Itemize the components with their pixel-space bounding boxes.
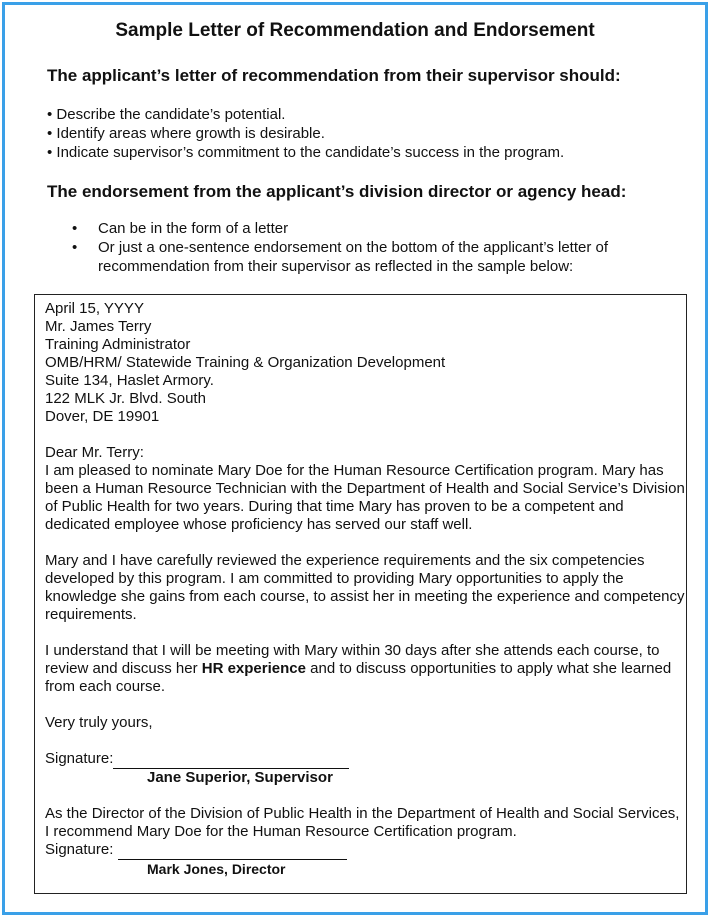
list-item: • Identify areas where growth is desirable. bbox=[47, 125, 325, 142]
signature-underline bbox=[118, 841, 347, 860]
list-item: • Indicate supervisor’s commitment to the candidate’s success in the program. bbox=[47, 144, 565, 161]
supervisor-section-heading: The applicant’s letter of recommendation from their supervisor should: bbox=[47, 66, 621, 85]
address-line: OMB/HRM/ Statewide Training & Organization Development bbox=[45, 354, 446, 371]
address-line: 122 MLK Jr. Blvd. South bbox=[45, 390, 206, 407]
director-signature-line: Signature: bbox=[45, 841, 685, 860]
list-item: • Describe the candidate’s potential. bbox=[47, 106, 286, 123]
hr-experience-emphasis: HR experience bbox=[201, 660, 306, 677]
address-line: Suite 134, Haslet Armory. bbox=[45, 372, 214, 389]
supervisor-requirements-list bbox=[47, 105, 564, 162]
list-item: • Can be in the form of a letter bbox=[72, 220, 289, 237]
endorsement-section-heading: The endorsement from the applicant’s division director or agency head: bbox=[47, 182, 627, 201]
address-line: Dover, DE 19901 bbox=[45, 408, 160, 425]
address-line: Mr. James Terry bbox=[45, 318, 152, 335]
letter-paragraph-2: Mary and I have carefully reviewed the experience requirements and the six competencies developed by this program. I am committed to providing Mary opportunities to apply the knowledge she gains from each course, to assist her in meeting the experience and competency requirements. bbox=[45, 552, 685, 623]
supervisor-signature-line: Signature: bbox=[45, 750, 685, 769]
letter-paragraph-3: I understand that I will be meeting with Mary within 30 days after she attends each course, to review and discuss her HR experience and to discuss opportunities to apply what she learned from each course. bbox=[45, 642, 672, 695]
director-endorsement: As the Director of the Division of Public Health in the Department of Health and Social Services, I recommend Mary Doe for the Human Resource Certification program. bbox=[45, 805, 680, 840]
supervisor-name: Jane Superior, Supervisor bbox=[147, 769, 333, 786]
letter-salutation: Dear Mr. Terry: bbox=[45, 444, 144, 461]
address-line: Training Administrator bbox=[45, 336, 191, 353]
letter-paragraph-1: I am pleased to nominate Mary Doe for the Human Resource Certification program. Mary has been a Human Resource Technician with the Department of Health and Social Service’s Division of Public Health for two years. During that time Mary has proven to be a competent and dedicated employee whose proficiency has served our staff well. bbox=[45, 462, 685, 533]
letter-closing: Very truly yours, bbox=[45, 714, 153, 731]
director-name: Mark Jones, Director bbox=[147, 861, 286, 877]
document-title: Sample Letter of Recommendation and Endorsement bbox=[115, 20, 595, 41]
letter-date: April 15, YYYY bbox=[45, 300, 144, 317]
signature-underline bbox=[113, 750, 349, 769]
list-item: • Or just a one-sentence endorsement on the bottom of the applicant’s letter of recommendation from their supervisor as reflected in the sample below: bbox=[72, 239, 609, 275]
endorsement-options-list bbox=[72, 219, 662, 276]
sample-letter bbox=[45, 300, 685, 878]
